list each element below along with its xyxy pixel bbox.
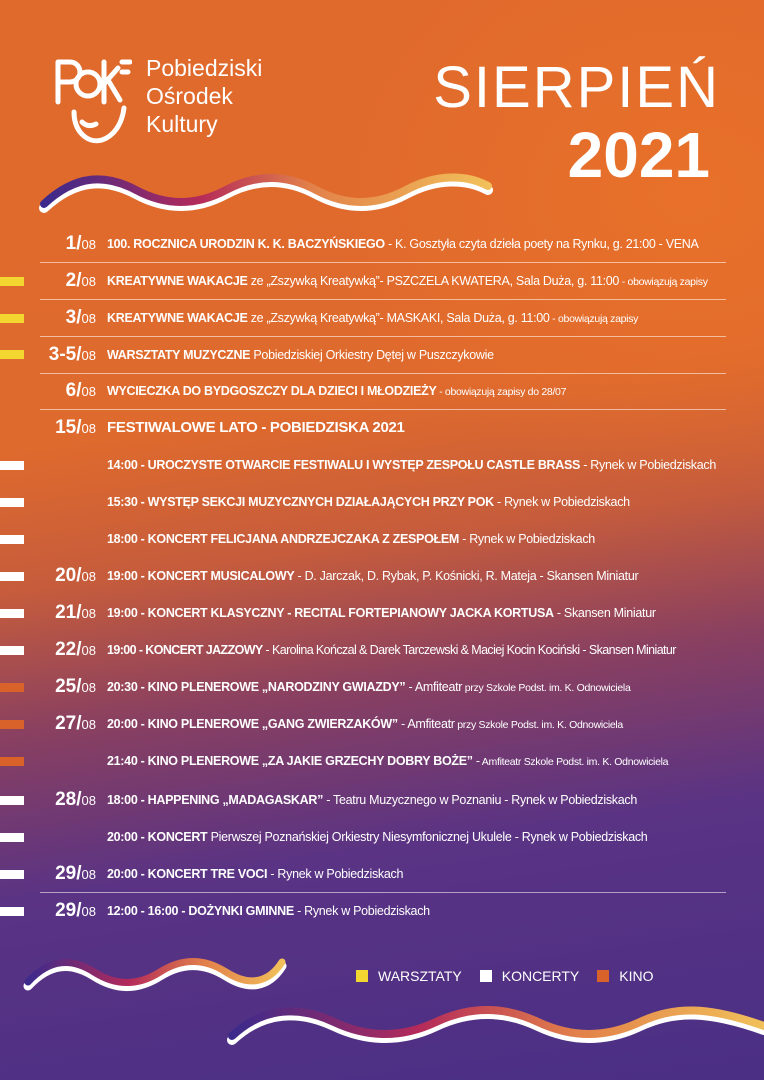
legend <box>356 968 672 984</box>
legend-kino-label: KINO <box>619 968 654 984</box>
marker-koncerty <box>0 572 24 581</box>
org-line-3: Kultury <box>146 111 218 137</box>
legend-warsztaty-swatch <box>356 970 368 982</box>
top-wave-decoration <box>36 168 496 220</box>
pok-logo-icon <box>52 52 132 148</box>
legend-kino-swatch <box>597 970 609 982</box>
marker-koncerty <box>0 498 24 507</box>
event-row: 20:00 - KONCERT Pierwszej Poznańskiej Orkiestry Niesymfonicznej Ukulele - Rynek w Pobiedziskach <box>107 830 648 844</box>
bottom-right-wave-decoration <box>224 996 764 1056</box>
legend-koncerty <box>480 968 580 984</box>
event-row: 20/08 19:00 - KONCERT MUSICALOWY - D. Jarczak, D. Rybak, P. Kośnicki, R. Mateja - Skansen Miniatur <box>55 565 639 586</box>
event-row: 27/08 20:00 - KINO PLENEROWE „GANG ZWIERZAKÓW” - Amfiteatr przy Szkole Podst. im. K. Odnowiciela <box>55 713 623 734</box>
marker-koncerty <box>0 833 24 842</box>
legend-koncerty-swatch <box>480 970 492 982</box>
marker-koncerty <box>0 535 24 544</box>
legend-kino <box>597 968 653 984</box>
event-row: 29/08 12:00 - 16:00 - DOŻYNKI GMINNE - Rynek w Pobiedziskach <box>55 900 430 921</box>
bottom-left-wave-decoration <box>20 948 290 1000</box>
event-row: 25/08 20:30 - KINO PLENEROWE „NARODZINY GWIAZDY” - Amfiteatr przy Szkole Podst. im. K. Odnowiciela <box>55 676 631 697</box>
org-line-1: Pobiedziski <box>146 55 263 81</box>
marker-koncerty <box>0 907 24 916</box>
legend-koncerty-label: KONCERTY <box>501 968 580 984</box>
marker-warsztaty <box>0 277 24 286</box>
event-row: 1/08 100. ROCZNICA URODZIN K. K. BACZYŃSKIEGO - K. Gosztyła czyta dzieła poety na Rynku, g. 21:00 - VENA <box>40 226 726 263</box>
marker-koncerty <box>0 461 24 470</box>
event-row: 29/08 20:00 - KONCERT TRE VOCI - Rynek w Pobiedziskach <box>40 856 726 893</box>
marker-warsztaty <box>0 314 24 323</box>
event-row: 22/08 19:00 - KONCERT JAZZOWY - Karolina Kończal & Darek Tarczewski & Maciej Kocin Kociński - Skansen Miniatur <box>55 639 676 660</box>
event-row-festival: 15/08 FESTIWALOWE LATO - POBIEDZISKA 2021 <box>55 417 405 438</box>
marker-kino <box>0 757 24 766</box>
event-row: 3/08 KREATYWNE WAKACJE ze „Zszywką Kreatywką”- MASKAKI, Sala Duża, g. 11:00 - obowiązują zapisy <box>40 300 726 337</box>
marker-koncerty <box>0 646 24 655</box>
event-row: 15:30 - WYSTĘP SEKCJI MUZYCZNYCH DZIAŁAJĄCYCH PRZY POK - Rynek w Pobiedziskach <box>107 495 630 509</box>
marker-kino <box>0 720 24 729</box>
legend-warsztaty-label: WARSZTATY <box>378 968 462 984</box>
legend-warsztaty <box>356 968 462 984</box>
marker-koncerty <box>0 870 24 879</box>
org-line-2: Ośrodek <box>146 83 233 109</box>
marker-warsztaty <box>0 350 24 359</box>
marker-kino <box>0 683 24 692</box>
event-row: 6/08 WYCIECZKA DO BYDGOSZCZY DLA DZIECI I MŁODZIEŻY - obowiązują zapisy do 28/07 <box>40 373 726 410</box>
event-row: 2/08 KREATYWNE WAKACJE ze „Zszywką Kreatywką”- PSZCZELA KWATERA, Sala Duża, g. 11:00 - obowiązują zapisy <box>40 263 726 300</box>
event-row: 28/08 18:00 - HAPPENING „MADAGASKAR” - Teatru Muzycznego w Poznaniu - Rynek w Pobiedziskach <box>55 789 638 810</box>
marker-koncerty <box>0 796 24 805</box>
event-row: 3-5/08 WARSZTATY MUZYCZNE Pobiedziskiej Orkiestry Dętej w Puszczykowie <box>40 337 726 374</box>
organization-name <box>146 54 262 138</box>
year-title: 2021 <box>567 119 710 191</box>
event-row: 21/08 19:00 - KONCERT KLASYCZNY - RECITAL FORTEPIANOWY JACKA KORTUSA - Skansen Miniatur <box>55 602 656 623</box>
event-row: 14:00 - UROCZYSTE OTWARCIE FESTIWALU I WYSTĘP ZESPOŁU CASTLE BRASS - Rynek w Pobiedziskach <box>107 458 716 472</box>
event-row: 18:00 - KONCERT FELICJANA ANDRZEJCZAKA Z ZESPOŁEM - Rynek w Pobiedziskach <box>107 532 595 546</box>
marker-koncerty <box>0 609 24 618</box>
event-row: 21:40 - KINO PLENEROWE „ZA JAKIE GRZECHY DOBRY BOŻE” - Amfiteatr Szkole Podst. im. K. Odnowiciela <box>107 754 669 768</box>
month-title: SIERPIEŃ <box>433 55 720 120</box>
